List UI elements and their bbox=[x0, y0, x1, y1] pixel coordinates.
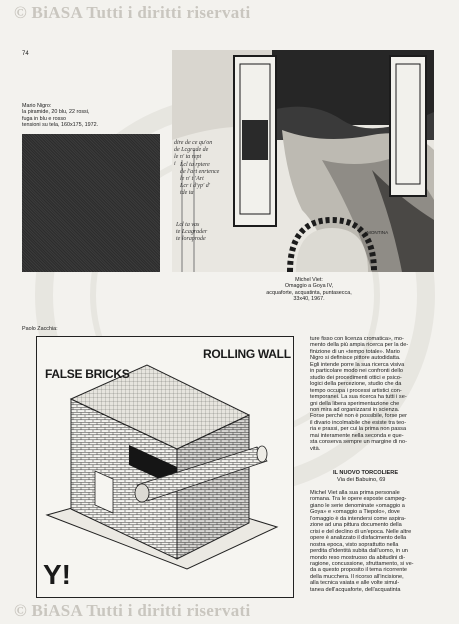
watermark-top: © BiASA Tutti i diritti riservati bbox=[14, 3, 251, 22]
false-bricks-label: FALSE BRICKS bbox=[45, 367, 130, 381]
text-line: mondo reso mostruoso da abitudini di- bbox=[310, 554, 406, 561]
text-line: Forse perché non è possibile, forse per bbox=[310, 413, 408, 420]
text-line: crisi e del declino di un'epoca. Nelle altre bbox=[310, 528, 412, 535]
text-line: sta conserva sempre un margine di no- bbox=[310, 439, 408, 446]
text-line: Goya» e «omaggio a Tiepolo», dove bbox=[310, 509, 400, 516]
section-heading bbox=[333, 470, 433, 484]
viet-caption bbox=[254, 277, 364, 302]
nigro-painting bbox=[22, 134, 160, 272]
etching-line: te loraprode bbox=[176, 236, 206, 242]
text-line: opere è analizzato il disfacimento della bbox=[310, 535, 407, 542]
text-line: ragione, concussione, sfruttamento, si ve- bbox=[310, 560, 414, 567]
article-text-2 bbox=[310, 490, 434, 593]
text-line: zione ad una pittura documento della bbox=[310, 522, 402, 529]
caption-line: la piramide, 20 blu, 22 rossi, bbox=[22, 109, 90, 116]
caption-line: acquaforte, acquatinta, puntasecca, bbox=[266, 289, 352, 296]
viet-etching bbox=[172, 50, 434, 272]
text-line: Nigro si definisce pittore autodidatta. bbox=[310, 355, 401, 362]
text-line: temporanei. La sua ricerca ha tutti i se- bbox=[310, 394, 407, 401]
text-line: in particolare modo nei confronti dello bbox=[310, 368, 403, 375]
etching-line: dire de ce qu'on bbox=[174, 140, 213, 146]
etching-line: Lcr i d'yp' d' bbox=[180, 183, 211, 189]
watermark-bottom: © BiASA Tutti i diritti riservati bbox=[14, 601, 251, 620]
etching-line: Lcl ta rptere bbox=[180, 162, 210, 168]
text-line: mento della più ampia ricerca per la de- bbox=[310, 342, 409, 349]
text-line: logici della percezione, studio che da bbox=[310, 381, 402, 388]
exclaim-label: Y! bbox=[43, 559, 71, 590]
section-address: Via dei Babuino, 69 bbox=[337, 477, 386, 483]
text-line: Egli intende porre la sua ricerca visiva bbox=[310, 361, 405, 368]
etching-line: le n' ta rept bbox=[174, 154, 202, 160]
rolling-wall-label: ROLLING WALL bbox=[203, 347, 291, 361]
text-line: studio dei procedimenti ottici e psico- bbox=[310, 374, 402, 381]
text-line: da a questo proposito il tema ricorrente bbox=[310, 567, 408, 574]
etching-text-2 bbox=[180, 162, 219, 197]
etching-line: tde ta bbox=[180, 190, 194, 196]
caption-line: Michel Viet: bbox=[295, 277, 323, 283]
text-line: vità. bbox=[310, 445, 321, 452]
text-line: alla tecnica vaiata e alle volte simul- bbox=[310, 580, 400, 587]
caption-line: Mario Nigro: bbox=[22, 103, 52, 109]
text-line: finizione di un «tempo totale». Mario bbox=[310, 348, 400, 355]
text-line: nostra epoca, visto soprattutto nella bbox=[310, 541, 399, 548]
nigro-caption bbox=[22, 103, 162, 128]
text-line: il divario incolmabile che esiste tra teo- bbox=[310, 419, 407, 426]
text-line: Michel Viet alla sua prima personale bbox=[310, 490, 400, 496]
text-line: tempo occupa i processi artistici con- bbox=[310, 387, 402, 394]
text-line: gni della libera sperimentazione che bbox=[310, 400, 400, 407]
zacchia-illustration bbox=[36, 336, 294, 598]
text-line: mai interamente nella seconda e que- bbox=[310, 432, 404, 439]
text-line: giano le serie denominate «omaggio a bbox=[310, 502, 405, 509]
caption-line: 33x40, 1967. bbox=[293, 295, 325, 302]
caption-line: fuga in blu e rosso bbox=[22, 115, 67, 122]
text-line: ture fisso con licenza cromatica», mo- bbox=[310, 336, 404, 342]
etching-line: te Lcagrader bbox=[176, 229, 208, 235]
text-line: romana. Tra le opere esposte campeg- bbox=[310, 496, 407, 503]
page-number: 74 bbox=[22, 51, 29, 57]
text-line: tanea dell'acquaforte, dell'acquatinta bbox=[310, 586, 401, 593]
text-line: l'omaggio è da intendersi come aspira- bbox=[310, 515, 406, 522]
etching-line: le n' t 'Art bbox=[180, 176, 204, 182]
etching-line: Lcl ta vas bbox=[176, 222, 200, 228]
text-line: perdita d'identità subita dall'uomo, in un bbox=[310, 548, 408, 555]
etching-line: de Lcgrade de bbox=[174, 147, 209, 153]
etching-line: de l'art enrtence bbox=[180, 169, 220, 175]
etching-text-3 bbox=[176, 222, 207, 243]
etching-line: i bbox=[174, 161, 176, 167]
zacchia-caption: Paolo Zacchia: bbox=[22, 326, 58, 332]
section-title: IL NUOVO TORCOLIERE bbox=[333, 470, 399, 476]
etching-label: MONTINA bbox=[367, 230, 389, 235]
text-line: non mira ad organizzarsi in scienza. bbox=[310, 406, 400, 413]
caption-line: tensioni su tela, 160x175, 1972. bbox=[22, 121, 99, 128]
text-line: ria e prassi, per cui la prima non passa bbox=[310, 426, 407, 433]
text-line: della mucchera. Il ricorso all'incisione, bbox=[310, 573, 404, 580]
caption-line: Omaggio a Goya IV, bbox=[284, 283, 334, 290]
article-text-1 bbox=[310, 336, 434, 452]
